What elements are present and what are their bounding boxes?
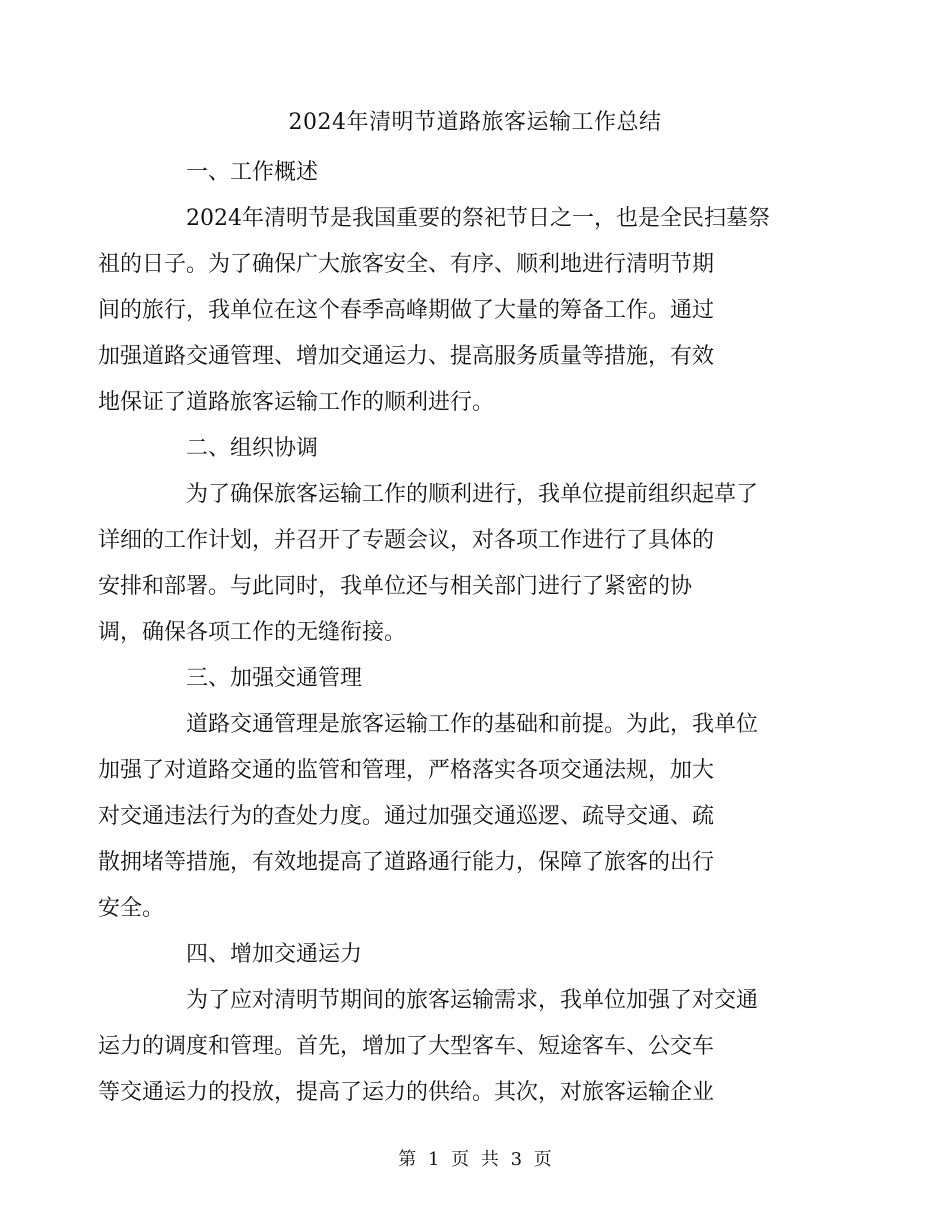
document-title: 2024年清明节道路旅客运输工作总结 — [288, 110, 662, 135]
document-body — [98, 150, 802, 1116]
paragraph-line: 祖的日子。为了确保广大旅客安全、有序、顺利地进行清明节期 — [98, 252, 715, 277]
paragraph-line: 加强了对道路交通的监管和管理，严格落实各项交通法规，加大 — [98, 758, 715, 783]
paragraph-line: 等交通运力的投放，提高了运力的供给。其次，对旅客运输企业 — [98, 1080, 715, 1105]
paragraph-line: 安排和部署。与此同时，我单位还与相关部门进行了紧密的协 — [98, 574, 693, 599]
paragraph-line: 2024年清明节是我国重要的祭祀节日之一，也是全民扫墓祭 — [186, 206, 770, 231]
section-paragraph-coordination — [98, 472, 802, 656]
page-number-footer: 第 1 页 共 3 页 — [398, 1149, 552, 1170]
paragraph-line: 安全。 — [98, 896, 165, 921]
paragraph-line: 对交通违法行为的查处力度。通过加强交通巡逻、疏导交通、疏 — [98, 804, 715, 829]
section-heading-overview: 一、工作概述 — [186, 160, 319, 185]
section-paragraph-traffic-management — [98, 702, 802, 932]
paragraph-line: 散拥堵等措施，有效地提高了道路通行能力，保障了旅客的出行 — [98, 850, 715, 875]
paragraph-line: 为了确保旅客运输工作的顺利进行，我单位提前组织起草了 — [186, 482, 759, 507]
paragraph-line: 详细的工作计划，并召开了专题会议，对各项工作进行了具体的 — [98, 528, 715, 553]
paragraph-line: 加强道路交通管理、增加交通运力、提高服务质量等措施，有效 — [98, 344, 715, 369]
section-heading-coordination: 二、组织协调 — [186, 436, 319, 461]
section-paragraph-overview — [98, 196, 802, 426]
paragraph-line: 运力的调度和管理。首先，增加了大型客车、短途客车、公交车 — [98, 1034, 715, 1059]
section-heading-traffic-management: 三、加强交通管理 — [186, 666, 363, 691]
paragraph-line: 道路交通管理是旅客运输工作的基础和前提。为此，我单位 — [186, 712, 759, 737]
paragraph-line: 为了应对清明节期间的旅客运输需求，我单位加强了对交通 — [186, 988, 759, 1013]
paragraph-line: 调，确保各项工作的无缝衔接。 — [98, 620, 407, 645]
paragraph-line: 间的旅行，我单位在这个春季高峰期做了大量的筹备工作。通过 — [98, 298, 715, 323]
section-heading-transport-capacity: 四、增加交通运力 — [186, 942, 363, 967]
paragraph-line: 地保证了道路旅客运输工作的顺利进行。 — [98, 390, 495, 415]
section-paragraph-transport-capacity — [98, 978, 802, 1116]
